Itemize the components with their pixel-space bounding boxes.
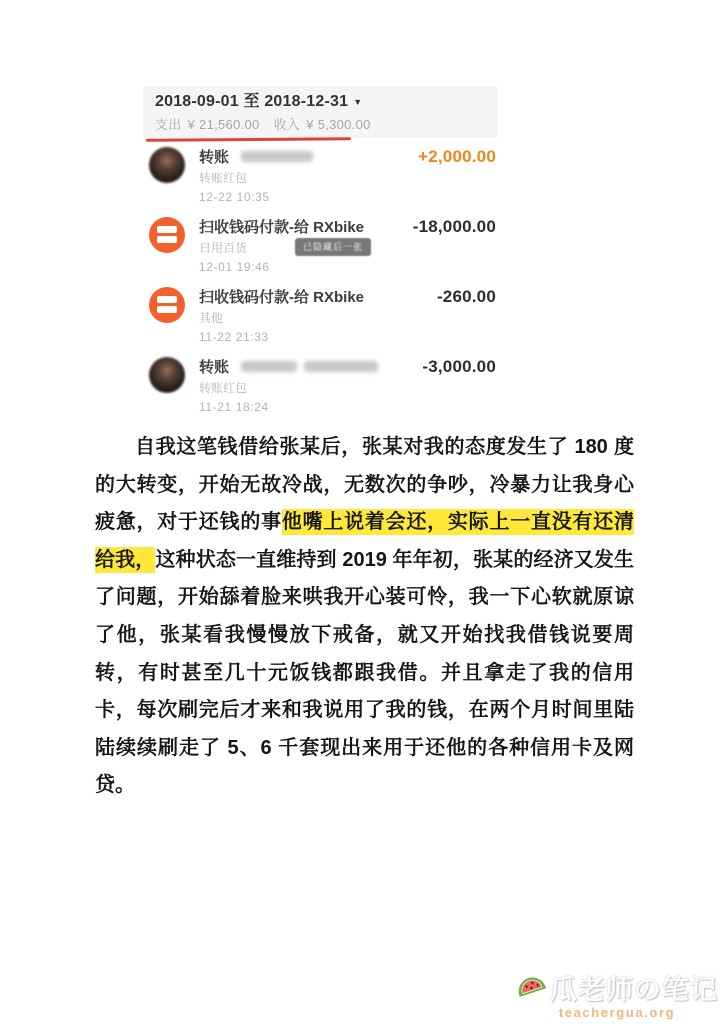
transaction-details — [199, 147, 410, 204]
body-text: 自我这笔钱借给张某后，张某对我的态度发生了 180 度的大转变，开始无故冷战，无数次的争吵，冷暴力让我身心疲惫，对于还钱的事 — [95, 436, 634, 534]
transaction-time: 11-21 18:24 — [199, 400, 269, 414]
article-paragraph — [95, 429, 634, 805]
transaction-amount: -18,000.00 — [412, 217, 496, 236]
transaction-details — [199, 357, 414, 414]
avatar — [149, 357, 185, 393]
bill-card — [143, 86, 498, 421]
transaction-details — [199, 287, 429, 344]
transaction-category: 日用百货 — [199, 241, 248, 255]
avatar — [149, 147, 185, 183]
watermark-url: teachergua.org — [558, 1005, 676, 1020]
transaction-title: 扫收钱码付款-给 RXbike — [199, 288, 365, 306]
transaction-category: 转账红包 — [199, 381, 248, 395]
transaction-time: 12-22 10:35 — [199, 190, 270, 204]
redacted-name — [241, 361, 297, 372]
date-range-selector[interactable] — [155, 93, 486, 111]
transaction-amount: -3,000.00 — [422, 357, 496, 376]
transaction-row[interactable] — [143, 141, 498, 211]
transaction-list — [143, 138, 498, 421]
income-value: ¥ 5,300.00 — [306, 117, 371, 132]
transaction-time: 12-01 19:46 — [199, 260, 270, 274]
watermark — [516, 968, 718, 1020]
income-label: 收入 — [273, 117, 301, 132]
redacted-name — [304, 361, 378, 372]
watermark-title: 瓜老师の笔记 — [550, 975, 718, 1005]
transaction-category: 转账红包 — [199, 171, 248, 185]
transaction-row[interactable] — [143, 211, 498, 281]
transaction-category: 其他 — [199, 311, 224, 325]
date-range: 2018-09-01 至 2018-12-31 — [155, 93, 349, 110]
transaction-amount: +2,000.00 — [418, 147, 496, 166]
highlighted-text: 他嘴上说着会还，实际上一直没有还清给我， — [95, 511, 635, 571]
expense-value: ¥ 21,560.00 — [187, 117, 260, 132]
transaction-title: 转账 — [199, 358, 230, 376]
bill-header — [143, 86, 498, 138]
redacted-name — [241, 151, 313, 162]
chevron-down-icon: ▼ — [353, 97, 363, 107]
transaction-title: 转账 — [199, 148, 230, 166]
body-text: 这种状态一直维持到 2019 年年初，张某的经济又发生了问题，开始舔着脸来哄我开心装可怜，我一下心软就原谅了他，张某看我慢慢放下戒备，就又开始找我借钱说要周转，有时甚至几十元饭钱都跟我借。并且拿走了我的信用卡，每次刷完后才来和我说用了我的钱，在两个月时间里陆陆续续刷走了 5、6 千套现出来用于还他的各种信用卡及网贷。 — [95, 548, 635, 797]
transaction-row[interactable] — [143, 281, 498, 351]
transaction-time: 11-22 21:33 — [199, 330, 269, 344]
expense-label: 支出 — [155, 117, 182, 132]
hidden-note-tooltip: 已隐藏后一张 — [295, 238, 371, 256]
transaction-amount: -260.00 — [436, 287, 496, 306]
scan-pay-icon — [149, 217, 185, 253]
transaction-title: 扫收钱码付款-给 RXbike — [199, 218, 365, 236]
watermelon-icon — [516, 973, 548, 1003]
scan-pay-icon — [149, 287, 185, 323]
transaction-row[interactable] — [143, 351, 498, 421]
bill-summary — [155, 117, 486, 132]
